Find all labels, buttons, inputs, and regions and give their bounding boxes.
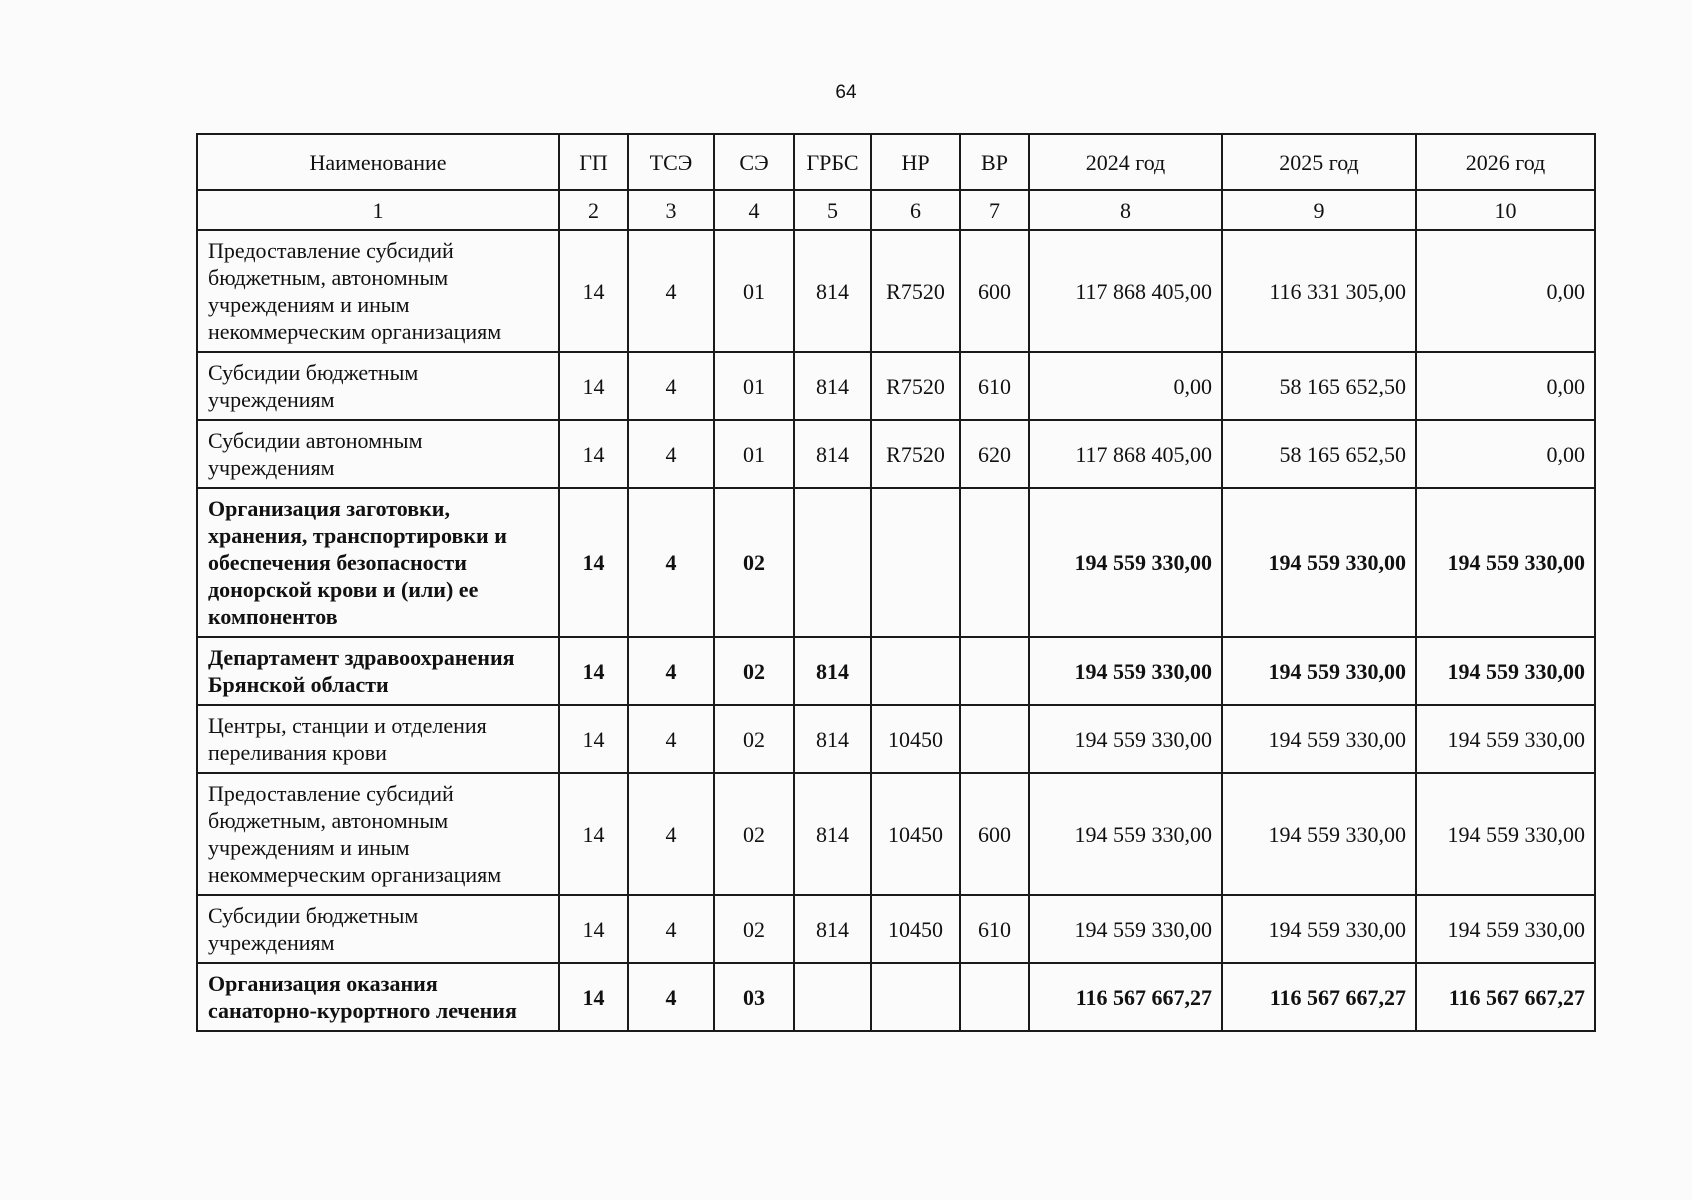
column-number: 8 <box>1029 190 1222 230</box>
cell-2026: 0,00 <box>1416 352 1595 420</box>
cell-2025: 194 559 330,00 <box>1222 895 1416 963</box>
header-se: СЭ <box>714 134 794 190</box>
cell-2024: 117 868 405,00 <box>1029 230 1222 352</box>
header-vr: ВР <box>960 134 1029 190</box>
cell-2025: 58 165 652,50 <box>1222 352 1416 420</box>
header-2026: 2026 год <box>1416 134 1595 190</box>
cell-2026: 0,00 <box>1416 230 1595 352</box>
cell-name: Субсидии автономным учреждениям <box>197 420 559 488</box>
cell-grbs: 814 <box>794 895 871 963</box>
cell-nr <box>871 637 960 705</box>
column-number: 2 <box>559 190 628 230</box>
cell-name: Организация заготовки, хранения, транспортировки и обеспечения безопасности донорской крови и (или) ее компонентов <box>197 488 559 637</box>
cell-se: 02 <box>714 895 794 963</box>
cell-nr: 10450 <box>871 705 960 773</box>
cell-gp: 14 <box>559 773 628 895</box>
column-number-row <box>197 190 1595 230</box>
cell-se: 02 <box>714 637 794 705</box>
cell-name: Субсидии бюджетным учреждениям <box>197 895 559 963</box>
cell-name: Департамент здравоохранения Брянской области <box>197 637 559 705</box>
cell-vr: 610 <box>960 352 1029 420</box>
cell-2026: 116 567 667,27 <box>1416 963 1595 1031</box>
cell-gp: 14 <box>559 352 628 420</box>
cell-gp: 14 <box>559 895 628 963</box>
cell-2024: 194 559 330,00 <box>1029 637 1222 705</box>
cell-2026: 194 559 330,00 <box>1416 773 1595 895</box>
cell-se: 02 <box>714 488 794 637</box>
cell-tse: 4 <box>628 637 714 705</box>
cell-se: 03 <box>714 963 794 1031</box>
header-2024: 2024 год <box>1029 134 1222 190</box>
cell-2024: 0,00 <box>1029 352 1222 420</box>
cell-nr <box>871 488 960 637</box>
cell-grbs: 814 <box>794 230 871 352</box>
column-number: 1 <box>197 190 559 230</box>
cell-vr: 620 <box>960 420 1029 488</box>
cell-name: Организация оказания санаторно-курортного лечения <box>197 963 559 1031</box>
cell-nr: 10450 <box>871 773 960 895</box>
cell-gp: 14 <box>559 488 628 637</box>
cell-2024: 116 567 667,27 <box>1029 963 1222 1031</box>
cell-tse: 4 <box>628 773 714 895</box>
cell-nr: R7520 <box>871 230 960 352</box>
cell-se: 02 <box>714 705 794 773</box>
cell-2024: 194 559 330,00 <box>1029 895 1222 963</box>
cell-2025: 194 559 330,00 <box>1222 773 1416 895</box>
cell-tse: 4 <box>628 488 714 637</box>
cell-name: Центры, станции и отделения переливания крови <box>197 705 559 773</box>
column-number: 6 <box>871 190 960 230</box>
column-number: 3 <box>628 190 714 230</box>
cell-2026: 194 559 330,00 <box>1416 705 1595 773</box>
cell-nr: R7520 <box>871 420 960 488</box>
table-row <box>197 352 1595 420</box>
cell-name: Предоставление субсидий бюджетным, автономным учреждениям и иным некоммерческим организациям <box>197 773 559 895</box>
cell-vr <box>960 705 1029 773</box>
cell-2025: 58 165 652,50 <box>1222 420 1416 488</box>
cell-tse: 4 <box>628 230 714 352</box>
cell-grbs <box>794 963 871 1031</box>
table-row <box>197 488 1595 637</box>
cell-tse: 4 <box>628 352 714 420</box>
cell-grbs: 814 <box>794 637 871 705</box>
cell-nr <box>871 963 960 1031</box>
header-2025: 2025 год <box>1222 134 1416 190</box>
cell-name: Предоставление субсидий бюджетным, автономным учреждениям и иным некоммерческим организациям <box>197 230 559 352</box>
cell-gp: 14 <box>559 963 628 1031</box>
cell-grbs: 814 <box>794 773 871 895</box>
cell-2024: 194 559 330,00 <box>1029 488 1222 637</box>
cell-grbs: 814 <box>794 705 871 773</box>
cell-2025: 116 567 667,27 <box>1222 963 1416 1031</box>
table-row <box>197 895 1595 963</box>
column-number: 9 <box>1222 190 1416 230</box>
cell-vr <box>960 637 1029 705</box>
cell-2024: 117 868 405,00 <box>1029 420 1222 488</box>
cell-grbs: 814 <box>794 352 871 420</box>
cell-2024: 194 559 330,00 <box>1029 705 1222 773</box>
cell-se: 01 <box>714 230 794 352</box>
cell-2025: 194 559 330,00 <box>1222 705 1416 773</box>
budget-table <box>196 133 1596 1032</box>
cell-vr: 600 <box>960 230 1029 352</box>
column-number: 5 <box>794 190 871 230</box>
cell-tse: 4 <box>628 705 714 773</box>
table-row <box>197 773 1595 895</box>
cell-se: 01 <box>714 420 794 488</box>
cell-tse: 4 <box>628 895 714 963</box>
cell-2025: 116 331 305,00 <box>1222 230 1416 352</box>
table-row <box>197 230 1595 352</box>
cell-2025: 194 559 330,00 <box>1222 637 1416 705</box>
cell-se: 01 <box>714 352 794 420</box>
header-grbs: ГРБС <box>794 134 871 190</box>
page-number: 64 <box>835 82 857 103</box>
header-gp: ГП <box>559 134 628 190</box>
cell-gp: 14 <box>559 637 628 705</box>
cell-tse: 4 <box>628 420 714 488</box>
cell-nr: R7520 <box>871 352 960 420</box>
cell-gp: 14 <box>559 420 628 488</box>
header-name: Наименование <box>197 134 559 190</box>
cell-name: Субсидии бюджетным учреждениям <box>197 352 559 420</box>
cell-2026: 194 559 330,00 <box>1416 637 1595 705</box>
cell-2025: 194 559 330,00 <box>1222 488 1416 637</box>
cell-2026: 0,00 <box>1416 420 1595 488</box>
table-row <box>197 705 1595 773</box>
cell-vr <box>960 488 1029 637</box>
cell-2026: 194 559 330,00 <box>1416 488 1595 637</box>
column-number: 7 <box>960 190 1029 230</box>
cell-2024: 194 559 330,00 <box>1029 773 1222 895</box>
table-row <box>197 963 1595 1031</box>
cell-gp: 14 <box>559 230 628 352</box>
cell-vr <box>960 963 1029 1031</box>
header-nr: НР <box>871 134 960 190</box>
header-tse: ТСЭ <box>628 134 714 190</box>
column-number: 10 <box>1416 190 1595 230</box>
cell-vr: 600 <box>960 773 1029 895</box>
cell-nr: 10450 <box>871 895 960 963</box>
table-row <box>197 637 1595 705</box>
header-row <box>197 134 1595 190</box>
cell-2026: 194 559 330,00 <box>1416 895 1595 963</box>
table-row <box>197 420 1595 488</box>
cell-se: 02 <box>714 773 794 895</box>
cell-vr: 610 <box>960 895 1029 963</box>
cell-grbs: 814 <box>794 420 871 488</box>
cell-gp: 14 <box>559 705 628 773</box>
column-number: 4 <box>714 190 794 230</box>
cell-grbs <box>794 488 871 637</box>
cell-tse: 4 <box>628 963 714 1031</box>
